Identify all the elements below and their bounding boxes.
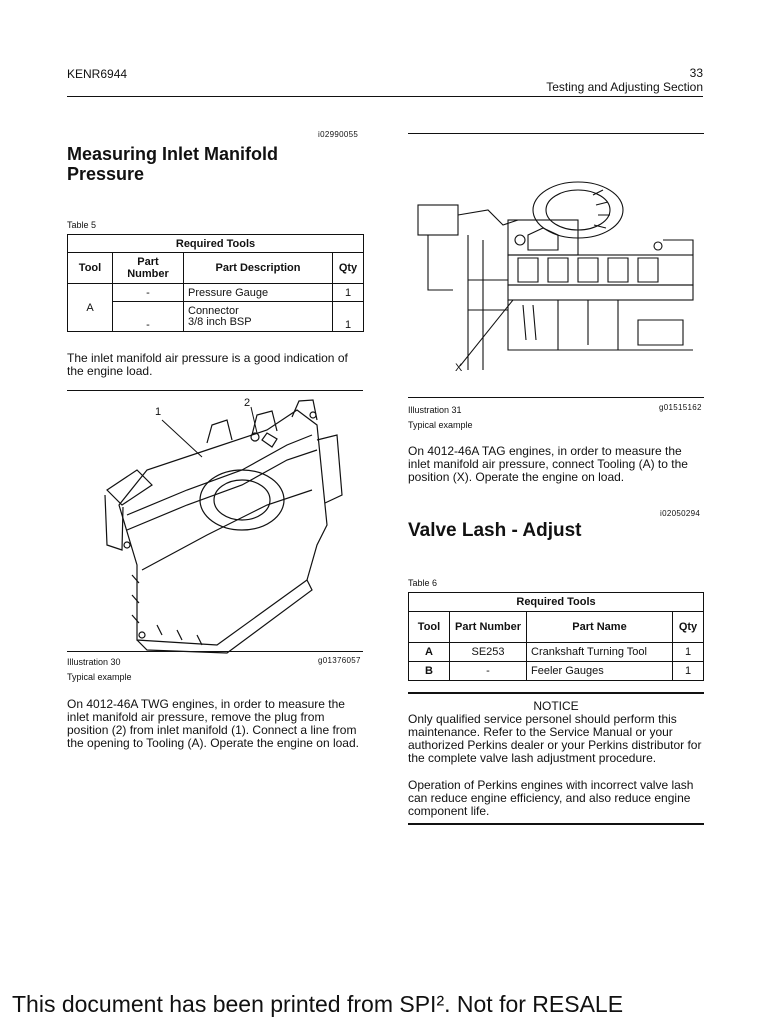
header-rule bbox=[67, 96, 703, 97]
table5-row2-qty: 1 bbox=[333, 302, 364, 332]
section-title-inlet: Measuring Inlet Manifold Pressure bbox=[67, 144, 279, 184]
page-number: 33 bbox=[689, 66, 703, 80]
illustration30-label-1: 1 bbox=[155, 406, 162, 418]
table5-col-qty: Qty bbox=[333, 253, 364, 284]
right-ref-code: i02050294 bbox=[660, 509, 701, 518]
right-rule-1 bbox=[408, 133, 704, 134]
table6 bbox=[408, 592, 704, 681]
table6-row2-tool: B bbox=[409, 662, 450, 681]
left-rule-2 bbox=[67, 651, 363, 652]
left-rule-1 bbox=[67, 390, 363, 391]
notice-text-1: Only qualified service personel should perform this maintenance. Refer to the Service Manual or your authorized Perkins dealer or your Perkins distributor for the complete valve lash adjustment procedure. bbox=[408, 712, 702, 765]
footer-disclaimer: This document has been printed from SPI². Not for RESALE bbox=[12, 991, 624, 1017]
table5-col-tool: Tool bbox=[68, 253, 113, 284]
notice-rule-top bbox=[408, 692, 704, 694]
inlet-manifold-illustration bbox=[67, 395, 367, 655]
table5-col-part-number: Part Number bbox=[113, 253, 184, 284]
table6-row1-tool: A bbox=[409, 643, 450, 662]
illustration31-sub: Typical example bbox=[408, 420, 473, 430]
table6-col-tool: Tool bbox=[409, 612, 450, 643]
table5-row1-desc: Pressure Gauge bbox=[184, 284, 333, 302]
table6-col-part-number: Part Number bbox=[450, 612, 527, 643]
table6-row1-qty: 1 bbox=[673, 643, 704, 662]
table5-row1-qty: 1 bbox=[333, 284, 364, 302]
table5-row2-part: - bbox=[113, 302, 184, 332]
table5-title: Required Tools bbox=[68, 235, 364, 253]
illustration30-caption: Illustration 30 bbox=[67, 657, 121, 667]
illustration31-code: g01515162 bbox=[659, 403, 702, 412]
illustration31-label-x: X bbox=[455, 362, 463, 374]
table6-caption: Table 6 bbox=[408, 578, 438, 588]
tag-body-text: On 4012-46A TAG engines, in order to measure the inlet manifold air pressure, connect Tooling (A) to the position (X). Operate the engine on load. bbox=[408, 444, 688, 484]
table5-row2-desc: Connector 3/8 inch BSP bbox=[184, 302, 333, 332]
right-rule-2 bbox=[408, 397, 704, 398]
table6-title: Required Tools bbox=[409, 593, 704, 612]
table6-row2-qty: 1 bbox=[673, 662, 704, 681]
section-title-valve-lash: Valve Lash - Adjust bbox=[408, 520, 582, 541]
table6-row bbox=[409, 662, 704, 681]
left-ref-code: i02990055 bbox=[318, 130, 359, 139]
table6-row2-part: - bbox=[450, 662, 527, 681]
table5-col-description: Part Description bbox=[184, 253, 333, 284]
table6-row1-name: Crankshaft Turning Tool bbox=[527, 643, 673, 662]
illustration31-caption: Illustration 31 bbox=[408, 405, 462, 415]
doc-id: KENR6944 bbox=[67, 67, 128, 81]
notice-title: NOTICE bbox=[533, 699, 579, 713]
engine-illustration bbox=[408, 180, 704, 380]
table5-tool-a: A bbox=[68, 284, 113, 332]
table6-row bbox=[409, 643, 704, 662]
table6-col-name: Part Name bbox=[527, 612, 673, 643]
notice-rule-bottom bbox=[408, 823, 704, 825]
table6-row2-name: Feeler Gauges bbox=[527, 662, 673, 681]
inlet-body-text: On 4012-46A TWG engines, in order to measure the inlet manifold air pressure, remove the plug from position (2) from inlet manifold (1). Connect a line from the opening to Tooling (A). Operate the engine on load. bbox=[67, 697, 359, 750]
page-header-right bbox=[546, 66, 703, 94]
illustration30-sub: Typical example bbox=[67, 672, 132, 682]
illustration30-label-2: 2 bbox=[244, 397, 251, 409]
inlet-intro-text: The inlet manifold air pressure is a good indication of the engine load. bbox=[67, 351, 348, 378]
illustration30-code: g01376057 bbox=[318, 656, 361, 665]
notice-text-2: Operation of Perkins engines with incorrect valve lash can reduce engine efficiency, and also reduce engine component life. bbox=[408, 778, 694, 818]
table5-row1-part: - bbox=[113, 284, 184, 302]
table5 bbox=[67, 234, 364, 332]
table6-row1-part: SE253 bbox=[450, 643, 527, 662]
section-name: Testing and Adjusting Section bbox=[546, 80, 703, 94]
table6-col-qty: Qty bbox=[673, 612, 704, 643]
table5-caption: Table 5 bbox=[67, 220, 97, 230]
